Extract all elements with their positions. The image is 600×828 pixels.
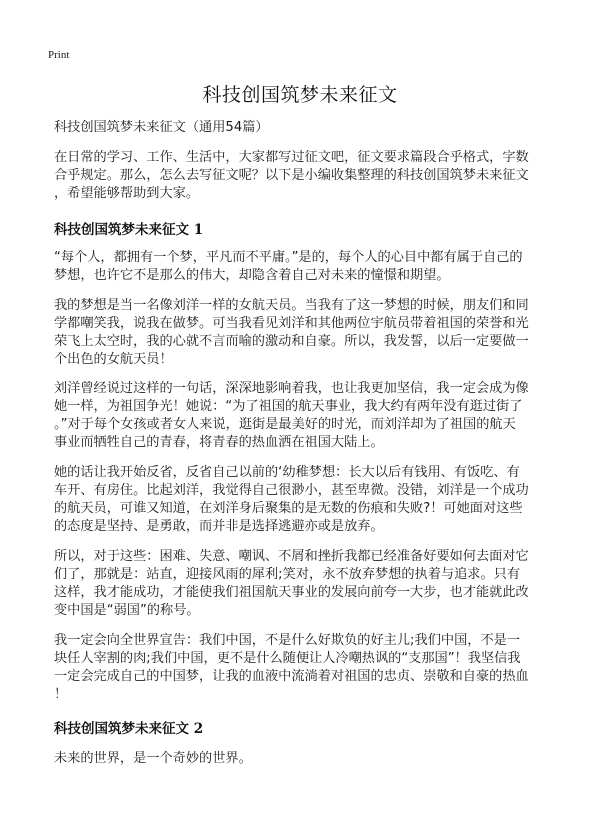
paragraph-line: 们了，那就是：站直，迎接风雨的犀利;笑对，永不放弃梦想的执着与追求。只有	[54, 567, 521, 582]
paragraph-line: 梦想，也许它不是那么的伟大，却隐含着自己对未来的憧憬和期望。	[54, 268, 450, 283]
paragraph-line: 的态度是坚持、是勇敢，而并非是选择逃避亦或是放弃。	[54, 519, 384, 534]
paragraph-line: 。”对于每个女孩或者女人来说，逛街是最美好的时光，而刘洋却为了祖国的航天	[54, 417, 516, 432]
paragraph-line: 车开、有房住。比起刘洋，我觉得自己很渺小，甚至卑微。没错，刘洋是一个成功	[54, 483, 529, 498]
paragraph-line: 刘洋曾经说过这样的一句话，深深地影响着我，也让我更加坚信，我一定会成为像	[54, 381, 529, 396]
paragraph-line: 事业而牺牲自己的青春，将青春的热血洒在祖国大陆上。	[54, 435, 384, 450]
section-heading: 科技创国筑梦未来征文 2	[54, 721, 204, 737]
paragraph-line: 的航天员，可谁又知道，在刘洋身后聚集的是无数的伤痕和失败?！可她面对这些	[54, 501, 523, 516]
paragraph-line: 个出色的女航天员！	[54, 352, 173, 367]
paragraph-line: 她的话让我开始反省，反省自己以前的‘幼稚梦想：长大以后有钱用、有饭吃、有	[54, 465, 520, 480]
document-subtitle: 科技创国筑梦未来征文（通用54篇）	[54, 120, 269, 135]
paragraph-line: 一定会完成自己的中国梦，让我的血液中流淌着对祖国的忠贞、崇敬和自豪的热血	[54, 669, 529, 684]
document-title: 科技创国筑梦未来征文	[202, 84, 398, 106]
paragraph-line: 这样，我才能成功，才能使我们祖国航天事业的发展向前夸一大步，也才能就此改	[54, 585, 529, 600]
paragraph-line: 学都嘲笑我，说我在做梦。可当我看见刘洋和其他两位宇航员带着祖国的荣誉和光	[54, 316, 529, 331]
paragraph-line: ！	[54, 687, 68, 702]
print-label[interactable]: Print	[48, 49, 70, 61]
paragraph-line: 在日常的学习、工作、生活中，大家都写过征文吧，征文要求篇段合乎格式，字数	[54, 150, 529, 165]
paragraph-line: 荣飞上太空时，我的心就不言而喻的激动和自豪。所以，我发誓，以后一定要做一	[54, 334, 529, 349]
paragraph-line: ，希望能够帮助到大家。	[54, 186, 200, 201]
section-heading: 科技创国筑梦未来征文 1	[54, 222, 204, 238]
paragraph-line: “每个人，都拥有一个梦，平凡而不平庸。”是的，每个人的心目中都有属于自己的	[54, 250, 523, 265]
paragraph-line: 变中国是“弱国”的称号。	[54, 603, 200, 618]
paragraph-line: 她一样，为祖国争光！她说：“为了祖国的航天事业，我大约有两年没有逛过街了	[54, 399, 523, 414]
paragraph-line: 我一定会向全世界宣告：我们中国，不是什么好欺负的好主儿;我们中国，不是一	[54, 633, 521, 648]
paragraph-line: 所以，对于这些：困难、失意、嘲讽、不屑和挫折我都已经准备好要如何去面对它	[54, 549, 529, 564]
paragraph-line: 未来的世界，是一个奇妙的世界。	[54, 751, 252, 766]
paragraph-line: 合乎规定。那么，怎么去写征文呢？以下是小编收集整理的科技创国筑梦未来征文	[54, 168, 529, 183]
paragraph-line: 我的梦想是当一名像刘洋一样的女航天员。当我有了这一梦想的时候，朋友们和同	[54, 298, 529, 313]
paragraph-line: 块任人宰割的肉;我们中国，更不是什么随便让人冷嘲热讽的“支那国”！我坚信我	[54, 651, 521, 666]
